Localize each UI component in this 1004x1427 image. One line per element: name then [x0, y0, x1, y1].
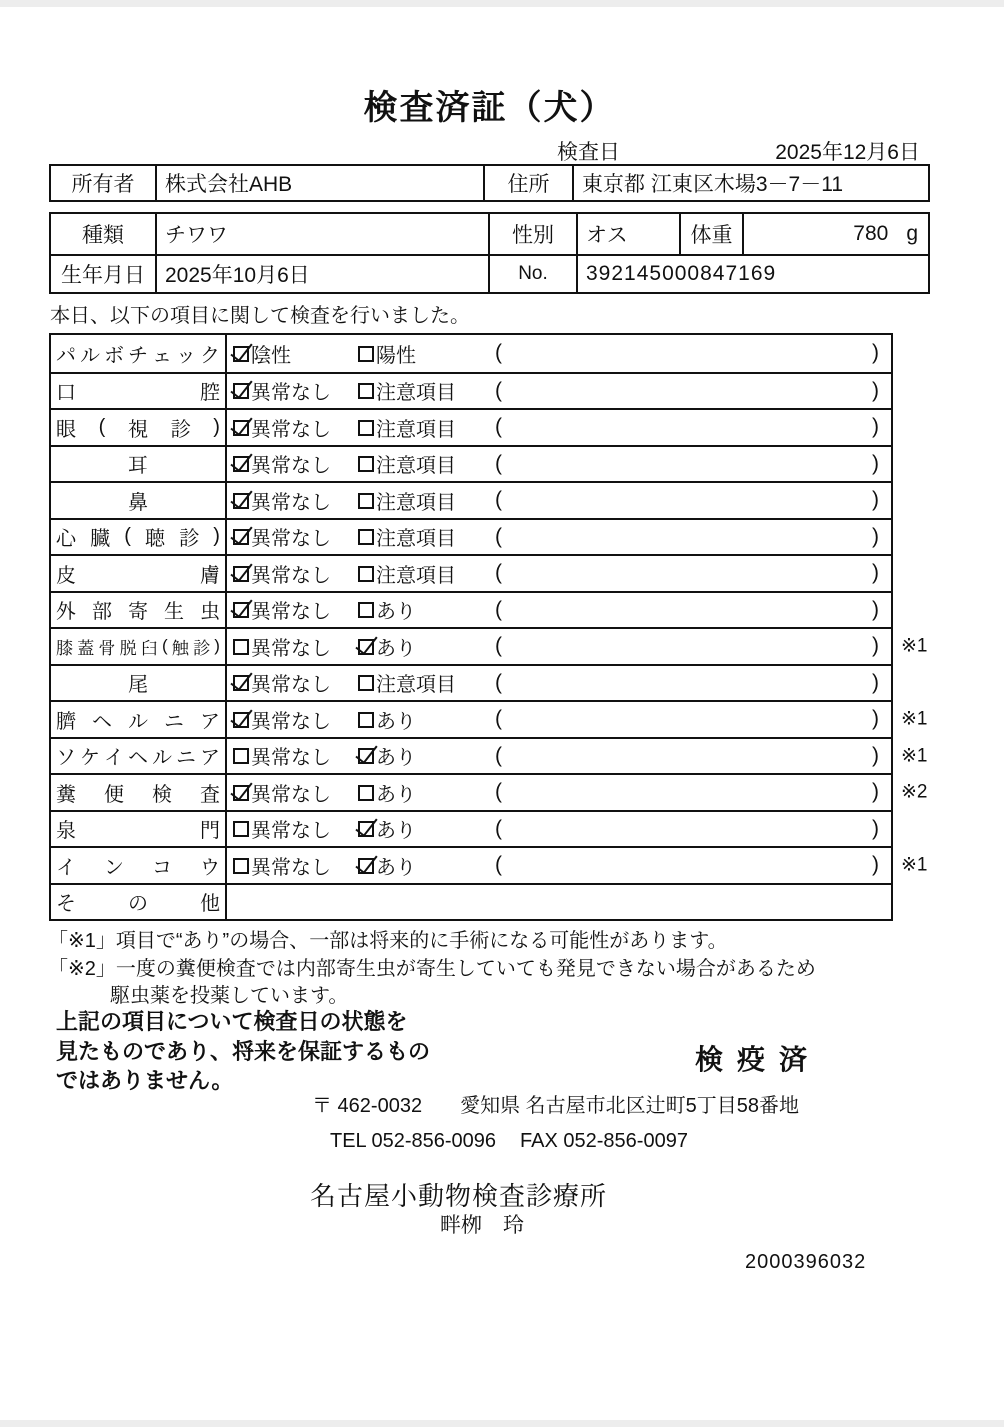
checklist-option-2[interactable]	[358, 851, 495, 880]
checklist-row-content	[227, 483, 891, 518]
footnote-2-line-2: 駆虫薬を投薬しています。	[110, 985, 349, 1007]
checklist-option-2[interactable]	[358, 814, 495, 843]
checkbox-icon[interactable]	[358, 821, 374, 837]
checklist-row-content	[227, 520, 891, 555]
checklist-row-content	[227, 410, 891, 445]
checklist-item-label: 臍 ヘ ル ニ ア	[51, 702, 227, 737]
checkbox-icon[interactable]	[358, 602, 374, 618]
option-label: 異常なし	[251, 856, 331, 879]
owner-table	[49, 164, 930, 202]
page-title: 検査済証（犬）	[363, 89, 616, 127]
checklist-option-1[interactable]	[233, 705, 358, 734]
clinic-fax: FAX 052-856-0097	[520, 1130, 688, 1152]
paren-open: (	[495, 561, 502, 585]
paren-close: )	[872, 488, 879, 512]
quarantine-stamp: 検疫済	[695, 1044, 822, 1075]
checklist-option-2[interactable]	[358, 632, 495, 661]
remarks-field[interactable]	[495, 817, 891, 841]
clinic-name: 名古屋小動物検査診療所	[310, 1181, 608, 1211]
paren-close: )	[872, 341, 879, 365]
checklist-item-label: 泉 門	[51, 812, 227, 847]
checklist-row	[51, 664, 891, 701]
remarks-field[interactable]	[495, 341, 891, 365]
clinic-tel-line	[330, 1130, 688, 1153]
checkbox-icon[interactable]	[233, 858, 249, 874]
checklist-item-label: 尾	[51, 666, 227, 701]
breed-label: 種類	[51, 214, 157, 254]
paren-close: )	[872, 670, 879, 694]
checklist-option-2[interactable]	[358, 668, 495, 697]
checkbox-icon[interactable]	[233, 493, 249, 509]
veterinarian-name: 畔栁 玲	[440, 1214, 524, 1237]
paren-close: )	[872, 853, 879, 877]
remarks-field[interactable]	[495, 598, 891, 622]
option-label: 注意項目	[376, 674, 456, 697]
checklist-item-label: 眼 ( 視 診 )	[51, 410, 227, 445]
checklist-row	[51, 554, 891, 591]
option-label: 異常なし	[251, 382, 331, 405]
exam-date-label: 検査日	[557, 141, 620, 164]
remarks-field[interactable]	[495, 488, 891, 512]
sex-value: オス	[578, 214, 681, 254]
checklist-table	[49, 333, 928, 921]
birth-value: 2025年10月6日	[157, 256, 490, 292]
remarks-field[interactable]	[495, 707, 891, 731]
option-label: あり	[376, 820, 416, 843]
option-label: 注意項目	[376, 418, 456, 441]
checkbox-icon[interactable]	[233, 748, 249, 764]
birth-label: 生年月日	[51, 256, 157, 292]
checkbox-icon[interactable]	[233, 566, 249, 582]
checklist-row	[51, 627, 928, 664]
option-label: あり	[376, 783, 416, 806]
option-label: 異常なし	[251, 491, 331, 514]
remarks-field[interactable]	[495, 853, 891, 877]
option-label: 注意項目	[376, 491, 456, 514]
remarks-field[interactable]	[495, 415, 891, 439]
option-label: あり	[376, 637, 416, 660]
checklist-option-2[interactable]	[358, 595, 495, 624]
remarks-field[interactable]	[495, 525, 891, 549]
option-label: 異常なし	[251, 528, 331, 551]
checklist-option-2[interactable]	[358, 486, 495, 515]
footnote-1: 「※1」項目で“あり”の場合、一部は将来的に手術になる可能性があります。	[48, 930, 728, 952]
paren-open: (	[495, 524, 502, 548]
checklist-row-content	[227, 702, 891, 737]
checklist-row-content	[227, 848, 891, 883]
paren-open: (	[495, 378, 502, 402]
checklist-item-label: 口 腔	[51, 374, 227, 409]
checklist-row-content	[227, 739, 891, 774]
postal-code: 〒 462-0032	[312, 1095, 423, 1117]
footnote-ref: ※1	[901, 708, 928, 730]
checklist-option-1[interactable]	[233, 559, 358, 588]
serial-number: 2000396032	[745, 1251, 867, 1273]
checklist-item-label: パ ル ボ チ ェ ッ ク	[51, 335, 227, 372]
paren-close: )	[872, 743, 879, 767]
checkbox-icon[interactable]	[358, 420, 374, 436]
checklist-row	[51, 883, 891, 920]
checkbox-icon[interactable]	[358, 785, 374, 801]
option-label: 異常なし	[251, 601, 331, 624]
disclaimer-line-2: 見たものであり、将来を保証するもの	[56, 1038, 431, 1064]
paren-close: )	[872, 378, 879, 402]
footnotes	[48, 928, 816, 1011]
checklist-option-2[interactable]	[358, 705, 495, 734]
checklist-item-label: そ の 他	[51, 885, 227, 920]
paren-open: (	[495, 670, 502, 694]
option-label: あり	[376, 747, 416, 770]
checkbox-icon[interactable]	[358, 493, 374, 509]
remarks-field[interactable]	[495, 744, 891, 768]
checklist-item-label: イ ン コ ウ	[51, 848, 227, 883]
owner-label: 所有者	[51, 166, 157, 200]
checklist-option-2[interactable]	[358, 741, 495, 770]
paren-close: )	[872, 707, 879, 731]
checklist-option-2[interactable]	[358, 339, 495, 368]
remarks-field[interactable]	[495, 452, 891, 476]
checklist-option-1[interactable]	[233, 486, 358, 515]
checkbox-icon[interactable]	[358, 456, 374, 472]
remarks-field[interactable]	[495, 561, 891, 585]
checklist-row-content	[227, 629, 891, 664]
checklist-option-1[interactable]	[233, 339, 358, 368]
paren-open: (	[495, 451, 502, 475]
checkbox-icon[interactable]	[358, 566, 374, 582]
checkbox-icon[interactable]	[233, 383, 249, 399]
checklist-row-content	[227, 812, 891, 847]
option-label: 異常なし	[251, 564, 331, 587]
weight-cell	[744, 214, 928, 254]
checklist-row	[51, 481, 891, 518]
checkbox-icon[interactable]	[233, 821, 249, 837]
checklist-option-1[interactable]	[233, 851, 358, 880]
checkbox-icon[interactable]	[233, 456, 249, 472]
checklist-row-content	[227, 775, 891, 810]
checklist-item-label: 鼻	[51, 483, 227, 518]
checkbox-icon[interactable]	[358, 529, 374, 545]
checklist-row-content	[227, 666, 891, 701]
option-label: 異常なし	[251, 710, 331, 733]
checklist-item-label: 外 部 寄 生 虫	[51, 593, 227, 628]
checklist-row	[51, 773, 928, 810]
option-label: 異常なし	[251, 820, 331, 843]
disclaimer-line-1: 上記の項目について検査日の状態を	[56, 1009, 408, 1034]
remarks-field[interactable]	[495, 379, 891, 403]
clinic-postal-line	[312, 1089, 799, 1118]
checklist-option-1[interactable]	[233, 413, 358, 442]
checklist-row-content	[227, 593, 891, 628]
option-label: 異常なし	[251, 674, 331, 697]
weight-unit: g	[906, 222, 918, 245]
paren-close: )	[872, 561, 879, 585]
paren-close: )	[872, 524, 879, 548]
option-label: 注意項目	[376, 382, 456, 405]
paren-open: (	[495, 597, 502, 621]
paren-open: (	[495, 634, 502, 658]
option-label: 注意項目	[376, 455, 456, 478]
checklist-option-1[interactable]	[233, 632, 358, 661]
option-label: 異常なし	[251, 747, 331, 770]
checkbox-icon[interactable]	[358, 858, 374, 874]
paren-close: )	[872, 634, 879, 658]
paren-open: (	[495, 780, 502, 804]
checklist-row-content	[227, 556, 891, 591]
option-label: 陰性	[251, 344, 291, 367]
weight-label: 体重	[681, 214, 744, 254]
footnote-ref: ※1	[901, 635, 928, 657]
checklist-row	[51, 700, 928, 737]
paren-close: )	[872, 780, 879, 804]
checklist-option-2[interactable]	[358, 449, 495, 478]
checklist-option-1[interactable]	[233, 814, 358, 843]
checkbox-icon[interactable]	[233, 420, 249, 436]
checklist-item-label: 皮 膚	[51, 556, 227, 591]
checklist-row	[51, 408, 891, 445]
checklist-item-label: 心 臓 ( 聴 診 )	[51, 520, 227, 555]
checklist-row	[51, 335, 891, 372]
scan-edge-top	[0, 0, 1004, 7]
address-label: 住所	[485, 166, 574, 200]
paren-open: (	[495, 707, 502, 731]
paren-close: )	[872, 597, 879, 621]
checkbox-icon[interactable]	[233, 529, 249, 545]
checklist-option-1[interactable]	[233, 778, 358, 807]
remarks-field[interactable]	[495, 780, 891, 804]
owner-value: 株式会社AHB	[157, 166, 485, 200]
clinic-address: 愛知県 名古屋市北区辻町5丁目58番地	[460, 1095, 800, 1117]
option-label: 異常なし	[251, 455, 331, 478]
checkbox-icon[interactable]	[233, 639, 249, 655]
checklist-row	[51, 518, 891, 555]
checklist-row	[51, 591, 891, 628]
checklist-row-content	[227, 447, 891, 482]
checkbox-icon[interactable]	[358, 346, 374, 362]
footnote-ref: ※1	[901, 745, 928, 767]
footnote-ref: ※1	[901, 854, 928, 876]
paren-open: (	[495, 488, 502, 512]
checkbox-icon[interactable]	[358, 748, 374, 764]
option-label: 異常なし	[251, 418, 331, 441]
checklist-option-1[interactable]	[233, 449, 358, 478]
checkbox-icon[interactable]	[233, 346, 249, 362]
option-label: 注意項目	[376, 528, 456, 551]
no-value: 392145000847169	[586, 262, 777, 285]
option-label: あり	[376, 601, 416, 624]
intro-text: 本日、以下の項目に関して検査を行いました。	[50, 305, 470, 327]
checklist-row	[51, 846, 928, 883]
option-label: 異常なし	[251, 637, 331, 660]
checklist-row	[51, 737, 928, 774]
checklist-item-label: 耳	[51, 447, 227, 482]
checklist-option-1[interactable]	[233, 376, 358, 405]
weight-value: 780	[853, 222, 889, 245]
footnote-2-line-1: 「※2」一度の糞便検査では内部寄生虫が寄生していても発見できない場合があるため	[48, 957, 816, 980]
checklist-row	[51, 810, 891, 847]
checklist-item-label: ソ ケ イ ヘ ル ニ ア	[51, 739, 227, 774]
checklist-option-2[interactable]	[358, 522, 495, 551]
paren-open: (	[495, 816, 502, 840]
pet-table	[49, 212, 930, 294]
checklist-option-2[interactable]	[358, 559, 495, 588]
checklist-option-1[interactable]	[233, 741, 358, 770]
sex-label: 性別	[490, 214, 578, 254]
option-label: 注意項目	[376, 564, 456, 587]
checkbox-icon[interactable]	[358, 675, 374, 691]
checklist-row	[51, 445, 891, 482]
no-label: No.	[490, 256, 578, 292]
checklist-row-content	[227, 335, 891, 372]
checklist-item-label: 糞 便 検 査	[51, 775, 227, 810]
remarks-field[interactable]	[495, 634, 891, 658]
checklist-row	[51, 372, 891, 409]
paren-open: (	[495, 341, 502, 365]
checklist-option-2[interactable]	[358, 413, 495, 442]
clinic-tel: TEL 052-856-0096	[330, 1130, 497, 1152]
checkbox-icon[interactable]	[233, 602, 249, 618]
option-label: 異常なし	[251, 783, 331, 806]
exam-date-value: 2025年12月6日	[775, 141, 920, 164]
checklist-option-2[interactable]	[358, 376, 495, 405]
paren-close: )	[872, 451, 879, 475]
checklist-row-content	[227, 885, 891, 920]
breed-value: チワワ	[157, 214, 490, 254]
remarks-field[interactable]	[495, 671, 891, 695]
paren-close: )	[872, 415, 879, 439]
checkbox-icon[interactable]	[358, 712, 374, 728]
checkbox-icon[interactable]	[358, 383, 374, 399]
disclaimer-line-3: ではありません。	[56, 1068, 234, 1093]
checkbox-icon[interactable]	[233, 785, 249, 801]
paren-open: (	[495, 743, 502, 767]
checkbox-icon[interactable]	[233, 675, 249, 691]
checklist-option-2[interactable]	[358, 778, 495, 807]
footnote-ref: ※2	[901, 781, 928, 803]
checklist-row-content	[227, 374, 891, 409]
disclaimer	[56, 1007, 430, 1096]
option-label: あり	[376, 856, 416, 879]
checkbox-icon[interactable]	[358, 639, 374, 655]
checklist-option-1[interactable]	[233, 522, 358, 551]
option-label: 陽性	[376, 344, 416, 367]
exam-date-line	[49, 136, 920, 166]
checkbox-icon[interactable]	[233, 712, 249, 728]
address-value: 東京都 江東区木場3－7－11	[582, 173, 843, 196]
paren-open: (	[495, 415, 502, 439]
paren-close: )	[872, 816, 879, 840]
option-label: あり	[376, 710, 416, 733]
scan-edge-bottom	[0, 1420, 1004, 1427]
checklist-option-1[interactable]	[233, 595, 358, 624]
checklist-item-label: 膝 蓋 骨 脱 臼 ( 触 診 )	[51, 629, 227, 664]
paren-open: (	[495, 853, 502, 877]
checklist-option-1[interactable]	[233, 668, 358, 697]
